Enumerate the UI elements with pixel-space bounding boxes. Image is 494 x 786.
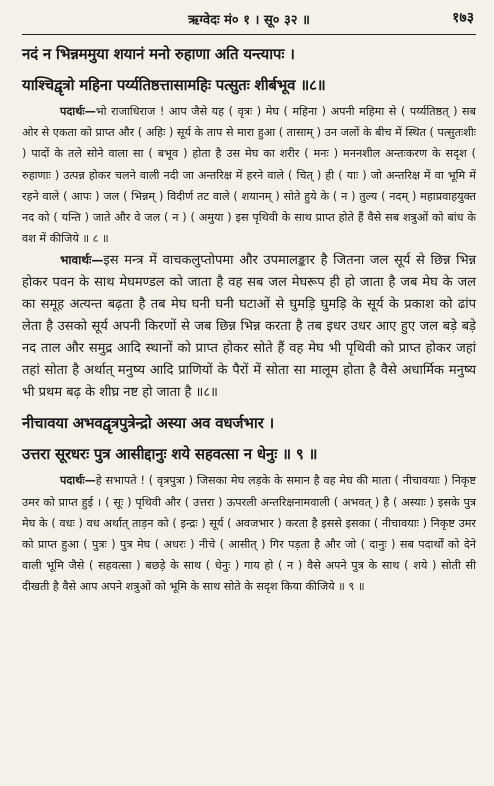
mantra-8-line-2: याश्चिद्वृत्रो महिना पर्य्यतिष्ठत्तासामहिः पत्सुतः शीर्बभूव ॥८॥ <box>22 76 326 94</box>
padartha-text: हे सभापते ! ( वृत्रपुत्रा ) जिसका मेघ लड़के के समान है वह मेघ की माता ( नीचावयाः ) निकृष्ट उमर को प्राप्त हुई । ( सूः ) पृथिवी और ( उत्तरा ) ऊपरली अन्तरिक्षनामवाली ( अभवत् ) है ( अस्याः ) इसके पुत्र मेघ के ( वधः ) वध अर्थात् ताड़न को ( इन्द्रः ) सूर्य ( अवजभार ) करता है इससे इसका ( नीचावयाः ) निकृष्ट उमर को प्राप्त हुआ ( पुत्रः ) पुत्र मेघ ( अधरः ) नीचे ( आसीत् ) गिर पड़ता है और जो ( दानुः ) सब पदार्थों को देने वाली भूमि जैसे ( सहवत्सा ) बछड़े के साथ ( धेनुः ) गाय हो ( न ) वैसे अपने पुत्र के साथ ( शये ) सोती सी दीखती है वैसे आप अपने शत्रुओं को भूमि के साथ सोते के सदृश किया कीजिये ॥ ९ ॥ <box>22 474 476 594</box>
padartha-label: पदार्थः— <box>60 105 96 118</box>
page-header <box>22 8 476 28</box>
padartha-text: भो राजाधिराज ! आप जैसे यह ( वृत्रः ) मेघ ( महिना ) अपनी महिमा से ( पर्य्यतिष्ठत् ) सब ओर से एकता को प्राप्त और ( अहिः ) सूर्य के ताप से मारा हुआ ( तासाम् ) उन जलों के बीच में स्थित ( पत्सुतःशीः ) पादों के तले सोने वाला सा ( बभूव ) होता है उस मेघ का शरीर ( मनः ) मननशील अन्तःकरण के सदृश ( रुहाणाः ) उत्पन्न होकर चलने वाली नदी जा अन्तरिक्ष में हरने वाले ( चित् ) ही ( याः ) जो अन्तरिक्ष में वा भूमि में रहने वाले ( आपः ) जल ( भिन्नम् ) विदीर्ण तट वाले ( शयानम् ) सोते हुये के ( न ) तुल्य ( नदम् ) महाप्रवाहयुक्त नद को ( यन्ति ) जाते और वे जल ( न ) ( अमुया ) इस पृथिवी के साथ प्राप्त होते हैं वैसे सब शत्रुओं को बांध के वश में कीजिये ॥ ८ ॥ <box>22 105 476 246</box>
mantra-9-line-1: नीचावया अभवद्वृत्रपुत्रेन्द्रो अस्या अव वधर्जभार । <box>22 414 275 433</box>
header-rule <box>22 34 476 35</box>
mantra-9-line-2: उत्तरा सूरधरः पुत्र आसीद्दानुः शये सहवत्सा न धेनुः ॥ ९ ॥ <box>22 445 318 464</box>
padartha-9 <box>22 470 476 597</box>
running-title: ऋग्वेदः मं० १ । सू० ३२ ॥ <box>188 13 310 28</box>
padartha-label: पदार्थः— <box>60 474 96 488</box>
padartha-8 <box>22 101 476 249</box>
bhavartha-8 <box>22 249 476 404</box>
mantra-8-line-1: नदं न भिन्नममुया शयानं मनो रुहाणा अति यन्त्यापः । <box>22 45 295 63</box>
bhavartha-text: इस मन्त्र में वाचकलुप्तोपमा और उपमालङ्कार है जितना जल सूर्य से छिन्न भिन्न होकर पवन के साथ मेघमण्डल को जाता है वह सब जल मेघरूप ही हो जाता है जब मेघ के जल का समूह अत्यन्त बढ़ता है तब मेघ घनी घनी घटाओं से घुमड़ि घुमड़ि के सूर्य के प्रकाश को ढांप लेता है उसको सूर्य अपनी किरणों से जब छिन्न भिन्न करता है तब इधर उधर आए हुए जल बड़े बड़े नद ताल और समुद्र आदि स्थानों को प्राप्त होकर सोते हैं वह मेघ भी पृथिवी को प्राप्त होकर जहां तहां सोता है अर्थात् मनुष्य आदि प्राणियों के पैरों में सोता सा मालूम होता है वैसे अधार्मिक मनुष्य भी प्रथम बढ़ के शीघ्र नष्ट हो जाता है ॥८॥ <box>22 253 476 401</box>
page-number: १७३ <box>452 10 474 26</box>
bhavartha-label: भावार्थः— <box>60 253 104 268</box>
